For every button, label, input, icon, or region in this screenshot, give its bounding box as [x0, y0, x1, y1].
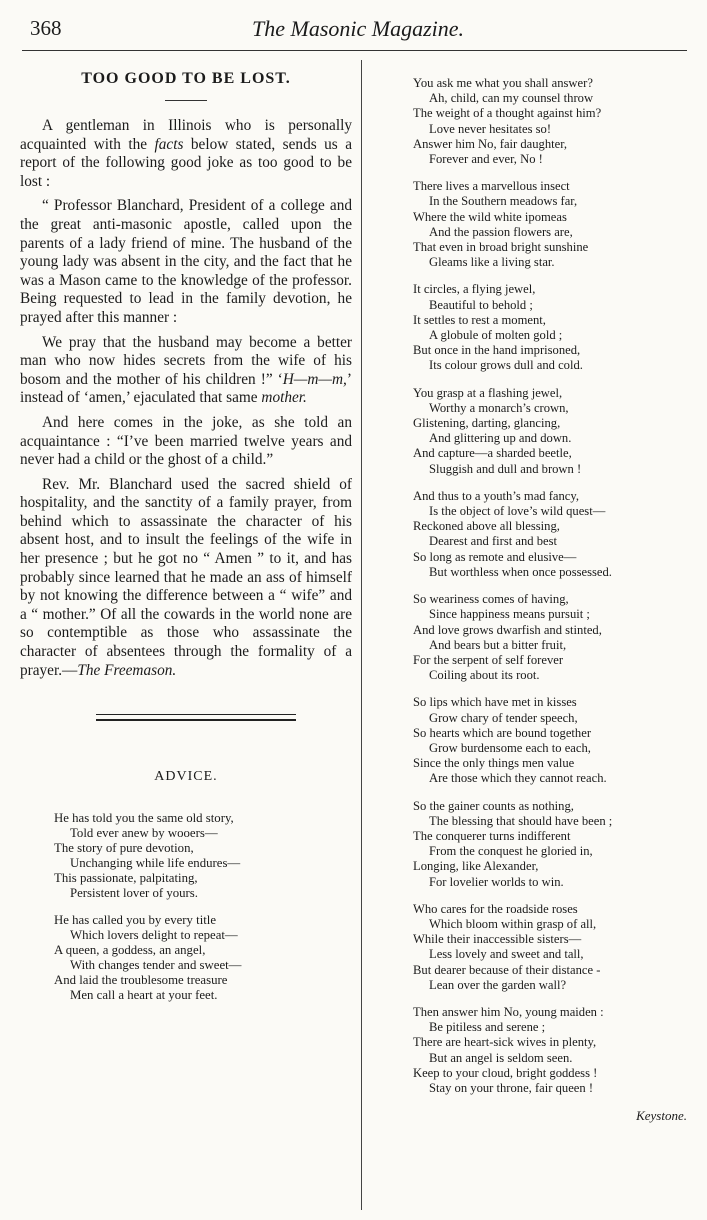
poem-line: So lips which have met in kisses	[413, 695, 577, 710]
poem-line: Men call a heart at your feet.	[70, 988, 218, 1003]
italic-run: mother.	[261, 389, 307, 407]
poem-line: Since the only things men value	[413, 756, 575, 771]
page-header	[0, 0, 707, 52]
poem-line: Dearest and first and best	[429, 534, 557, 549]
poem-line: The conquerer turns indifferent	[413, 828, 571, 843]
poem-line: Who cares for the roadside roses	[413, 901, 578, 916]
poem-line: Love never hesitates so!	[429, 121, 552, 136]
poem-line: The weight of a thought against him?	[413, 106, 602, 121]
poem-line: Gleams like a living star.	[429, 255, 555, 270]
poem-line: Told ever anew by wooers—	[70, 826, 218, 841]
poem-stanza	[54, 913, 352, 1003]
running-title: The Masonic Magazine.	[252, 16, 465, 41]
poem-line: While their inaccessible sisters—	[413, 932, 582, 947]
poem-line: With changes tender and sweet—	[70, 958, 242, 973]
poem-title: ADVICE.	[154, 769, 218, 785]
poem-line: And glittering up and down.	[429, 431, 572, 446]
poem-line: But once in the hand imprisoned,	[413, 343, 581, 358]
poem-stanza	[413, 386, 693, 477]
poem-stanza	[413, 179, 693, 270]
column-divider	[361, 60, 362, 1210]
poem-line: This passionate, palpitating,	[54, 871, 198, 886]
poem-line: For the serpent of self forever	[413, 652, 564, 667]
poem-line: Its colour grows dull and cold.	[429, 358, 583, 373]
article-paragraph-3	[20, 334, 352, 408]
poem-line: So the gainer counts as nothing,	[413, 798, 574, 813]
poem-line: Answer him No, fair daughter,	[413, 136, 568, 151]
poem-line: For lovelier worlds to win.	[429, 874, 564, 889]
poem-line: So weariness comes of having,	[413, 592, 569, 607]
article-paragraph-2: “ Professor Blanchard, President of a college and the great anti-masonic apostle, called upon the parents of a lady friend of mine. The husband of the young lady was absent in the city, and the fact that he was a Mason came to the knowledge of the professor. Being requested to lead in the family devotion, he prayed after this manner :	[20, 197, 352, 326]
poem-line: But worthless when once possessed.	[429, 564, 612, 579]
text-run: below stated, sends us a report of the following good joke as too good to be lost :	[20, 135, 352, 190]
text-run: We pray that the husband may become a better man who now hides secrets from the wife of his bosom and the mother of his children !” ‘	[20, 333, 352, 388]
poem-line: It circles, a flying jewel,	[413, 282, 536, 297]
left-column	[20, 70, 352, 1015]
section-double-rule	[96, 714, 296, 721]
article-title: TOO GOOD TO BE LOST.	[81, 70, 291, 87]
poem-line: The story of pure devotion,	[54, 841, 194, 856]
article-paragraph-1	[20, 117, 352, 191]
poem-line: From the conquest he gloried in,	[429, 844, 593, 859]
article-paragraph-5	[20, 476, 352, 681]
poem-line: But dearer because of their distance -	[413, 962, 601, 977]
poem-line: He has told you the same old story,	[54, 811, 234, 826]
header-rule	[22, 50, 687, 51]
italic-run: facts	[154, 135, 184, 153]
poem-line: And thus to a youth’s mad fancy,	[413, 488, 580, 503]
poem-line: Beautiful to behold ;	[429, 297, 533, 312]
poem-line: The blessing that should have been ;	[429, 813, 613, 828]
italic-run: H—m—m,	[282, 370, 347, 388]
poem-left-stanzas	[20, 811, 352, 1003]
poem-line: Since happiness means pursuit ;	[429, 607, 590, 622]
poem-line: And bears but a bitter fruit,	[429, 637, 567, 652]
poem-line: There lives a marvellous insect	[413, 179, 570, 194]
poem-line: Unchanging while life endures—	[70, 856, 241, 871]
article-paragraph-4: And here comes in the joke, as she told an acquaintance : “I’ve been married twelve years and never had a child or the ghost of a child.”	[20, 413, 352, 469]
poem-line: Which lovers delight to repeat—	[70, 928, 238, 943]
poem-stanza	[413, 489, 693, 580]
title-rule	[165, 100, 207, 101]
text-run: Rev. Mr. Blanchard used the sacred shield of hospitality, and the sanctity of a family prayer, from behind which to assassinate the character of his absent host, and to insult the feelings of the wife in her presence ; but he got no “ Amen ” to it, and has probably since learned that he made an ass of himself by not knowing the difference between a “ wife” and a “ mother.” Of all the cowards in the world none are so contemptible as those who assassinate the character of absentees through the formality of a prayer.—	[20, 475, 352, 679]
poem-line: In the Southern meadows far,	[429, 194, 578, 209]
poem-line: Reckoned above all blessing,	[413, 519, 560, 534]
poem-line: Forever and ever, No !	[429, 152, 543, 167]
right-column	[413, 76, 693, 1124]
poem-stanza	[413, 799, 693, 890]
poem-line: Grow burdensome each to each,	[429, 740, 591, 755]
poem-right-stanzas	[413, 76, 693, 1096]
poem-stanza	[54, 811, 352, 901]
poem-line: Glistening, darting, glancing,	[413, 416, 561, 431]
poem-line: And the passion flowers are,	[429, 224, 573, 239]
poem-line: Stay on your throne, fair queen !	[429, 1080, 594, 1095]
poem-line: Coiling about its root.	[429, 668, 540, 683]
poem-line: There are heart-sick wives in plenty,	[413, 1035, 597, 1050]
poem-signature: Keystone.	[636, 1108, 687, 1124]
source-credit: The Freemason.	[77, 661, 177, 679]
poem-line: Persistent lover of yours.	[70, 886, 198, 901]
poem-line: Is the object of love’s wild quest—	[429, 504, 606, 519]
poem-line: Longing, like Alexander,	[413, 859, 539, 874]
poem-stanza	[413, 592, 693, 683]
poem-line: Grow chary of tender speech,	[429, 710, 578, 725]
poem-line: Which bloom within grasp of all,	[429, 916, 597, 931]
poem-line: You grasp at a flashing jewel,	[413, 385, 563, 400]
poem-line: That even in broad bright sunshine	[413, 240, 589, 255]
poem-line: Ah, child, can my counsel throw	[429, 91, 594, 106]
poem-stanza	[413, 282, 693, 373]
poem-line: Keep to your cloud, bright goddess !	[413, 1065, 598, 1080]
page-number: 368	[30, 16, 62, 40]
poem-stanza	[413, 695, 693, 786]
text-run: A gentleman in Illinois who is personally acquainted with the	[20, 117, 352, 153]
poem-stanza	[413, 1005, 693, 1096]
poem-line: And capture—a sharded beetle,	[413, 446, 572, 461]
poem-line: Are those which they cannot reach.	[429, 771, 607, 786]
poem-line: A queen, a goddess, an angel,	[54, 943, 206, 958]
poem-line: He has called you by every title	[54, 913, 217, 928]
poem-line: So long as remote and elusive—	[413, 549, 577, 564]
poem-line: Lean over the garden wall?	[429, 977, 567, 992]
text-run: ’ instead of ‘amen,’ ejaculated that same	[20, 370, 352, 407]
poem-line: It settles to rest a moment,	[413, 312, 546, 327]
poem-line: Less lovely and sweet and tall,	[429, 947, 584, 962]
poem-line: A globule of molten gold ;	[429, 328, 563, 343]
poem-line: You ask me what you shall answer?	[413, 76, 593, 90]
poem-line: Be pitiless and serene ;	[429, 1020, 546, 1035]
poem-line: Worthy a monarch’s crown,	[429, 400, 569, 415]
poem-line: Then answer him No, young maiden :	[413, 1004, 604, 1019]
poem-line: But an angel is seldom seen.	[429, 1050, 573, 1065]
poem-stanza	[413, 76, 693, 167]
poem-line: So hearts which are bound together	[413, 725, 592, 740]
poem-line: Where the wild white ipomeas	[413, 209, 567, 224]
poem-stanza	[413, 902, 693, 993]
poem-line: Sluggish and dull and brown !	[429, 461, 582, 476]
poem-line: And laid the troublesome treasure	[54, 973, 228, 988]
poem-line: And love grows dwarfish and stinted,	[413, 622, 602, 637]
